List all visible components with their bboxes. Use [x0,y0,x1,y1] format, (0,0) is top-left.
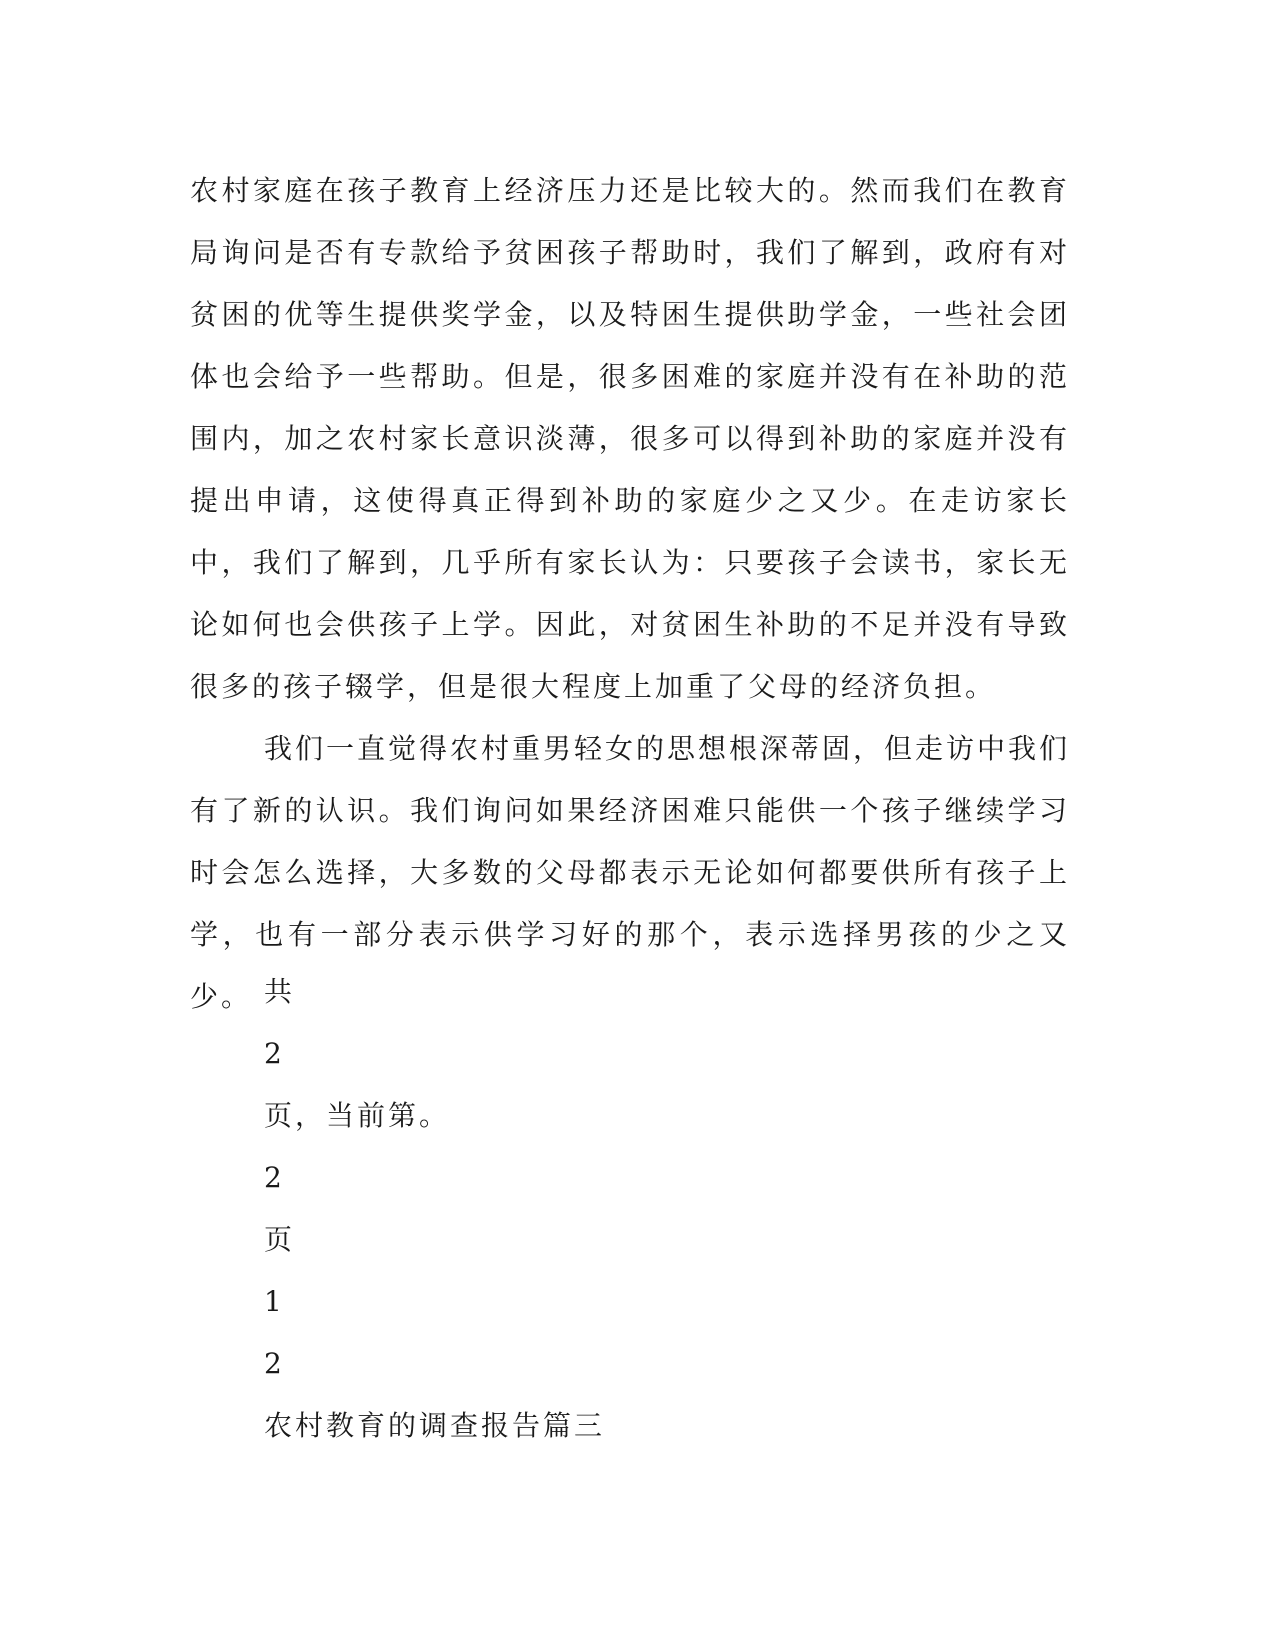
pagination-total-label: 共 [264,975,296,1008]
body-paragraph-1: 农村家庭在孩子教育上经济压力还是比较大的。然而我们在教育局询问是否有专款给予贫困孩子帮助时，我们了解到，政府有对贫困的优等生提供奖学金，以及特困生提供助学金，一些社会团体也会给予一些帮助。但是，很多困难的家庭并没有在补助的范围内，加之农村家长意识淡薄，很多可以得到补助的家庭并没有提出申请，这使得真正得到补助的家庭少之又少。在走访家长中，我们了解到，几乎所有家长认为：只要孩子会读书，家长无论如何也会供孩子上学。因此，对贫困生补助的不足并没有导致很多的孩子辍学，但是很大程度上加重了父母的经济负担。 [190,174,1070,703]
section-heading: 农村教育的调查报告篇三 [264,1409,606,1442]
pagination-current-page: 2 [264,1161,285,1194]
pagination-page-suffix: 页 [264,1223,296,1256]
body-paragraph-2: 我们一直觉得农村重男轻女的思想根深蒂固，但走访中我们有了新的认识。我们询问如果经济困难只能供一个孩子继续学习时会怎么选择，大多数的父母都表示无论如何都要供所有孩子上学，也有一部分表示供学习好的那个，表示选择男孩的少之又少。 [190,732,1071,1013]
pagination-link-page-2[interactable]: 2 [264,1347,285,1380]
pagination-current-label: 页，当前第。 [264,1099,451,1132]
pagination-total-pages: 2 [264,1037,285,1070]
pagination-link-page-1[interactable]: 1 [264,1285,285,1318]
